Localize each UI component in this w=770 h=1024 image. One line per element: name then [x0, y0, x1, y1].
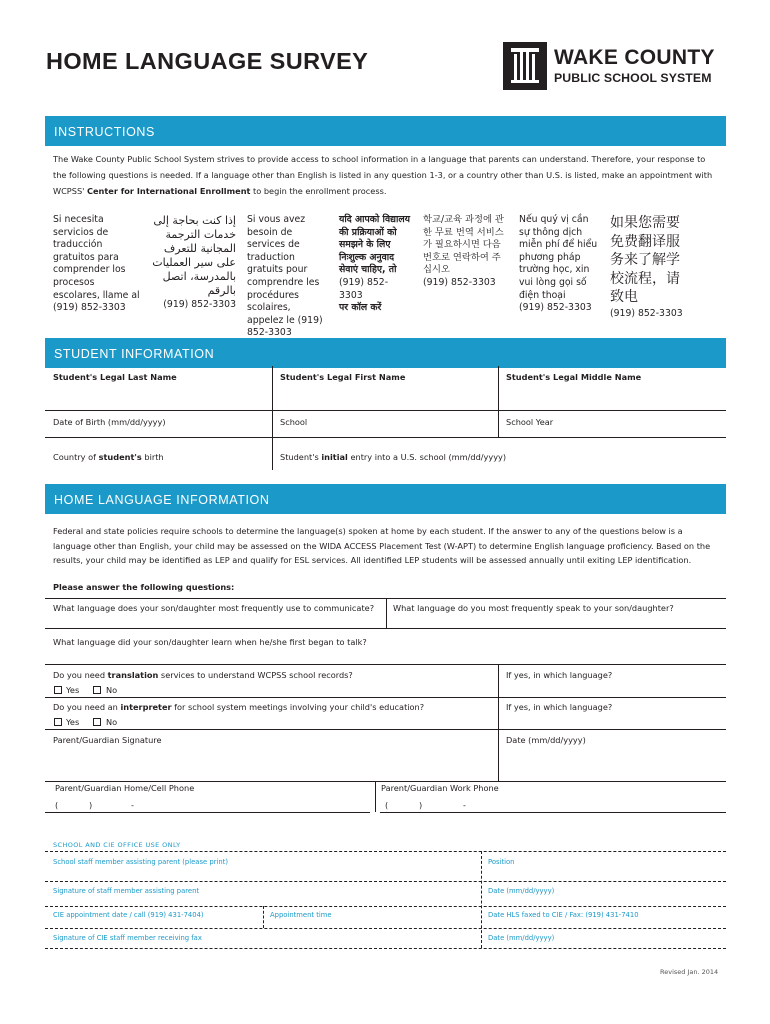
q4-label: Do you need translation services to understand WCPSS school records? [53, 670, 353, 680]
lang-chinese: 如果您需要免费翻译服务来了解学校流程，请致电 (919) 852-3303 [610, 215, 683, 319]
interpreter-no-label: No [106, 717, 118, 727]
school-building-icon [503, 42, 547, 90]
lang-vietnamese: Nếu quý vị cần sự thông dịch miễn phí để hiểu phương pháp trường học, xin vui lòng gọi số điện thoại (919) 852-3303 [519, 214, 598, 314]
questions-prompt: Please answer the following questions: [53, 582, 235, 592]
student-info-heading: STUDENT INFORMATION [45, 338, 726, 368]
work-phone-dash: - [463, 800, 466, 810]
hl-divider-3 [375, 781, 376, 812]
logo-line2: PUBLIC SCHOOL SYSTEM [554, 71, 712, 86]
student-rule-1 [45, 410, 726, 411]
office-divider-1 [481, 851, 482, 948]
lang-french: Si vous avez besoin de services de traduction gratuits pour comprendre les procédures scolaires, appelez le (919) 852-3303 [247, 214, 323, 339]
page-title: HOME LANGUAGE SURVEY [46, 48, 369, 74]
cie-appointment-label: CIE appointment date / call (919) 431-7404) [53, 911, 204, 919]
first-name-label: Student's Legal First Name [280, 372, 406, 382]
lang-korean: 학교/교육 과정에 관한 무료 번역 서비스가 필요하시면 다음 번호로 연락하여 주십시오 (919) 852-3303 [423, 214, 504, 288]
dob-label: Date of Birth (mm/dd/yyyy) [53, 417, 166, 427]
interpreter-no-checkbox[interactable] [93, 718, 101, 726]
interpreter-yes-label: Yes [66, 717, 80, 727]
school-label: School [280, 417, 308, 427]
staff-assisting-label: School staff member assisting parent (please print) [53, 858, 228, 866]
hls-faxed-label: Date HLS faxed to CIE / Fax: (919) 431-7410 [488, 911, 639, 919]
middle-name-label: Student's Legal Middle Name [506, 372, 642, 382]
school-year-label: School Year [506, 417, 554, 427]
appointment-time-label: Appointment time [270, 911, 332, 919]
q4-followup-label: If yes, in which language? [506, 670, 613, 680]
office-divider-2 [263, 906, 264, 928]
office-rule-2 [45, 881, 726, 882]
translation-no-label: No [106, 685, 118, 695]
hl-rule-5 [45, 729, 726, 730]
wcpss-logo [503, 42, 715, 90]
cie-signature-label: Signature of CIE staff member receiving fax [53, 934, 202, 942]
office-date-2-label: Date (mm/dd/yyyy) [488, 934, 555, 942]
office-use-heading: SCHOOL AND CIE OFFICE USE ONLY [53, 841, 181, 849]
lang-hindi: यदि आपको विद्यालय की प्रक्रियाओं को समझने के लिए निःशुल्क अनुवाद सेवाएं चाहिए, तो (919) 852-3303 पर कॉल करें [339, 214, 411, 314]
student-divider-1 [272, 366, 273, 470]
translation-no-checkbox[interactable] [93, 686, 101, 694]
hl-rule-2 [45, 628, 726, 629]
office-rule-1 [45, 851, 726, 852]
translation-yes-label: Yes [66, 685, 80, 695]
work-phone-close-paren: ) [419, 800, 423, 810]
lang-spanish: Si necesita servicios de traducción gratuitos para comprender los procesos escolares, llame al (919) 852-3303 [53, 214, 140, 314]
revised-date: Revised Jan. 2014 [660, 968, 719, 976]
country-birth-label: Country of student's birth [53, 452, 164, 462]
student-divider-2 [498, 366, 499, 437]
office-date-1-label: Date (mm/dd/yyyy) [488, 887, 555, 895]
home-phone-rule [45, 812, 370, 813]
q1-label: What language does your son/daughter most frequently use to communicate? [53, 603, 375, 613]
translation-yes-checkbox[interactable] [54, 686, 62, 694]
office-rule-5 [45, 948, 726, 949]
office-rule-3 [45, 906, 726, 907]
interpreter-yes-checkbox[interactable] [54, 718, 62, 726]
home-phone-close-paren: ) [89, 800, 93, 810]
hl-divider-1 [386, 598, 387, 628]
hl-rule-6 [45, 781, 726, 782]
instructions-heading: INSTRUCTIONS [45, 116, 726, 146]
work-phone-open-paren: ( [385, 800, 389, 810]
q3-label: What language did your son/daughter learn when he/she first began to talk? [53, 637, 367, 647]
staff-signature-label: Signature of staff member assisting parent [53, 887, 200, 895]
signature-date-label: Date (mm/dd/yyyy) [506, 735, 586, 745]
hl-rule-3 [45, 664, 726, 665]
work-phone-label: Parent/Guardian Work Phone [381, 783, 499, 793]
work-phone-rule [380, 812, 726, 813]
q5-followup-label: If yes, in which language? [506, 702, 613, 712]
home-phone-dash: - [131, 800, 134, 810]
last-name-label: Student's Legal Last Name [53, 372, 177, 382]
office-rule-4 [45, 928, 726, 929]
policy-text: Federal and state policies require schools to determine the language(s) spoken at home by each student. If the answer to any of the questions below is a language other than English, your child may be assessed on the WIDA ACCESS Placement Test (W-APT) to determine English language proficiency. Based on the results, your child may be identified as LEP and qualify for ESL services. All identified LEP students will be assessed annually until exiting LEP identification. [53, 526, 711, 565]
home-language-heading: HOME LANGUAGE INFORMATION [45, 484, 726, 514]
instructions-text: The Wake County Public School System strives to provide access to school information in a language that parents can understand. Therefore, your response to the following questions is needed. If a language other than English is listed in any question 1-3, or a country other than U.S. is listed, make an appointment with WCPSS' Center for International Enrollment to begin the enrollment process. [53, 154, 713, 196]
initial-entry-label: Student's initial entry into a U.S. school (mm/dd/yyyy) [280, 452, 507, 462]
signature-label: Parent/Guardian Signature [53, 735, 162, 745]
lang-arabic: إذا كنت بحاجة إلى خدمات الترجمة المجانية للتعرف على سير العمليات بالمدرسة، اتصل بالرقم (919) 852-3303 [152, 214, 236, 310]
logo-line1: WAKE COUNTY [554, 46, 715, 70]
hl-rule-4 [45, 697, 726, 698]
q2-label: What language do you most frequently speak to your son/daughter? [393, 603, 674, 613]
hl-divider-2 [498, 664, 499, 781]
position-label: Position [488, 858, 515, 866]
q5-label: Do you need an interpreter for school system meetings involving your child's education? [53, 702, 425, 712]
home-phone-open-paren: ( [55, 800, 59, 810]
student-rule-2 [45, 437, 726, 438]
home-phone-label: Parent/Guardian Home/Cell Phone [55, 783, 195, 793]
